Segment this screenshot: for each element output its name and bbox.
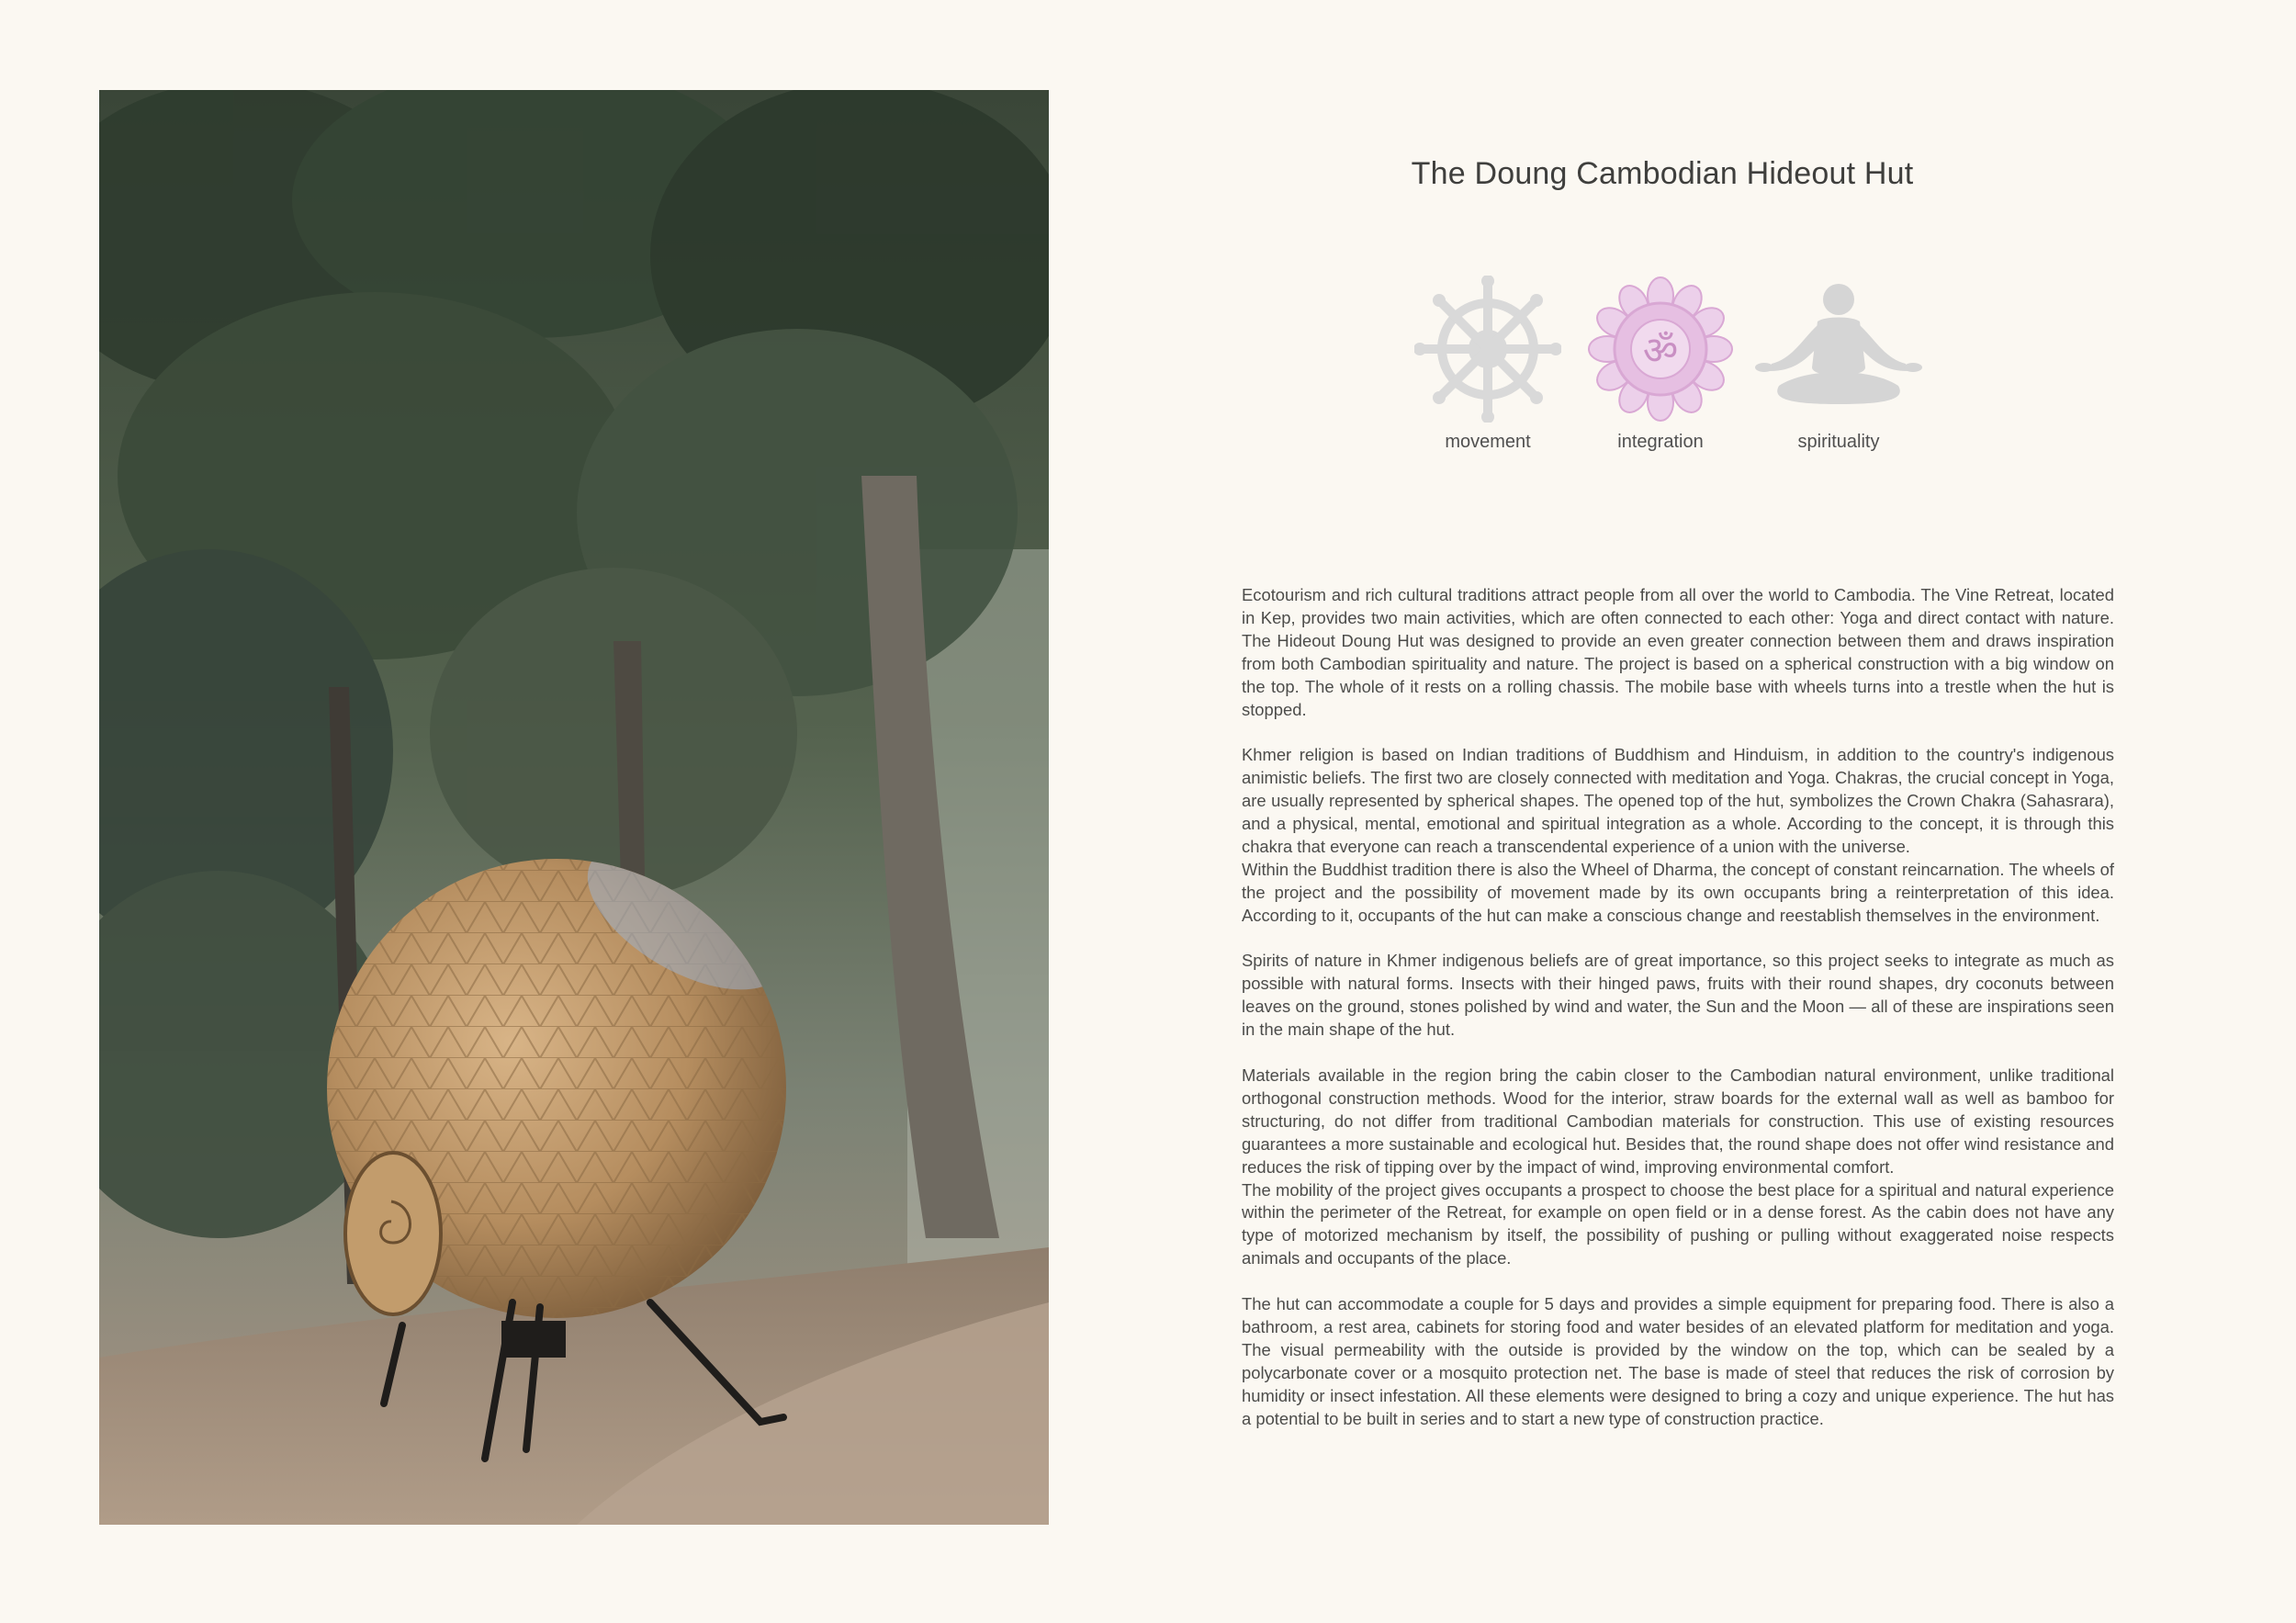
paragraph: Materials available in the region bring the cabin closer to the Cambodian natural environment, unlike traditional orthogonal construction methods. Wood for the interior, straw boards for the external wall as well as bamboo for structuring, do not differ from traditional Cambodian materials for construction. This use of existing resources guarantees a more sustainable and ecological hut. Besides that, the round shape does not offer wind resistance and reduces the risk of tipping over by the impact of wind, improving environmental comfort. — [1242, 1065, 2114, 1177]
forest-hut-illustration — [99, 90, 1049, 1525]
paragraph: The hut can accommodate a couple for 5 days and provides a simple equipment for preparing food. There is also a bathroom, a rest area, cabinets for storing food and water besides of an elevated platform for meditation and yoga. The visual permeability with the outside is provided by the window on the top, which can be sealed by a polycarbonate cover or a mosquito protection net. The base is made of steel that reduces the risk of corrosion by humidity or insect infestation. All these elements were designed to bring a cozy and unique experience. The hut has a potential to be built in series and to start a new type of construction practice. — [1242, 1294, 2114, 1428]
icon-label: integration — [1617, 432, 1704, 452]
icon-item-movement — [1396, 276, 1580, 453]
meditation-figure-icon — [1751, 276, 1926, 423]
icon-label: spirituality — [1797, 432, 1880, 452]
paragraph: Spirits of nature in Khmer indigenous beliefs are of great importance, so this project seeks to integrate as much as possible with natural forms. Insects with their hinged paws, fruits with their round shapes, dry coconuts between leaves on the ground, stones polished by wind and water, the Sun and the Moon — all of these are inspirations seen in the main shape of the hut. — [1242, 951, 2114, 1040]
paragraph: Khmer religion is based on Indian traditions of Buddhism and Hinduism, in addition to the country's indigenous animistic beliefs. The first two are closely connected with meditation and Yoga. Chakras, the crucial concept in Yoga, are usually represented by spherical shapes. The opened top of the hut, symbolizes the Crown Chakra (Sahasrara), and a physical, mental, emotional and spiritual integration as a whole. According to the concept, it is through this chakra that everyone can reach a transcendental experience of a union with the universe. — [1242, 745, 2114, 856]
paragraph: The mobility of the project gives occupants a prospect to choose the best place for a spiritual and natural experience within the perimeter of the Retreat, for example on open field or in a dense forest. As the cabin does not have any type of motorized mechanism by itself, the possibility of pushing or pulling without exaggerated noise respects animals and occupants of the place. — [1242, 1179, 2114, 1268]
concept-icons — [1396, 276, 1965, 459]
dharma-wheel-icon — [1414, 276, 1561, 423]
svg-text:ॐ: ॐ — [1642, 328, 1679, 373]
project-photo — [99, 90, 1049, 1525]
crown-chakra-icon — [1587, 276, 1734, 423]
paragraph: Ecotourism and rich cultural traditions attract people from all over the world to Cambodia. The Vine Retreat, located in Kep, provides two main activities, which are often connected to each other: Yoga and direct contact with nature. The Hideout Doung Hut was designed to provide an even greater connection between them and draws inspiration from both Cambodian spirituality and nature. The project is based on a spherical construction with a big window on the top. The whole of it rests on a rolling chassis. The mobile base with wheels turns into a trestle when the hut is stopped. — [1242, 585, 2114, 719]
icon-item-spirituality — [1747, 276, 1930, 453]
icon-label: movement — [1445, 432, 1531, 452]
project-description — [1242, 584, 2114, 1430]
icon-item-integration — [1569, 276, 1752, 453]
page-title: The Doung Cambodian Hideout Hut — [1411, 156, 1914, 191]
paragraph: Within the Buddhist tradition there is also the Wheel of Dharma, the concept of constant reincarnation. The wheels of the project and the possibility of movement made by its own occupants bring a reinterpretation of this idea. According to it, occupants of the hut can make a conscious change and reestablish themselves in the environment. — [1242, 859, 2114, 925]
